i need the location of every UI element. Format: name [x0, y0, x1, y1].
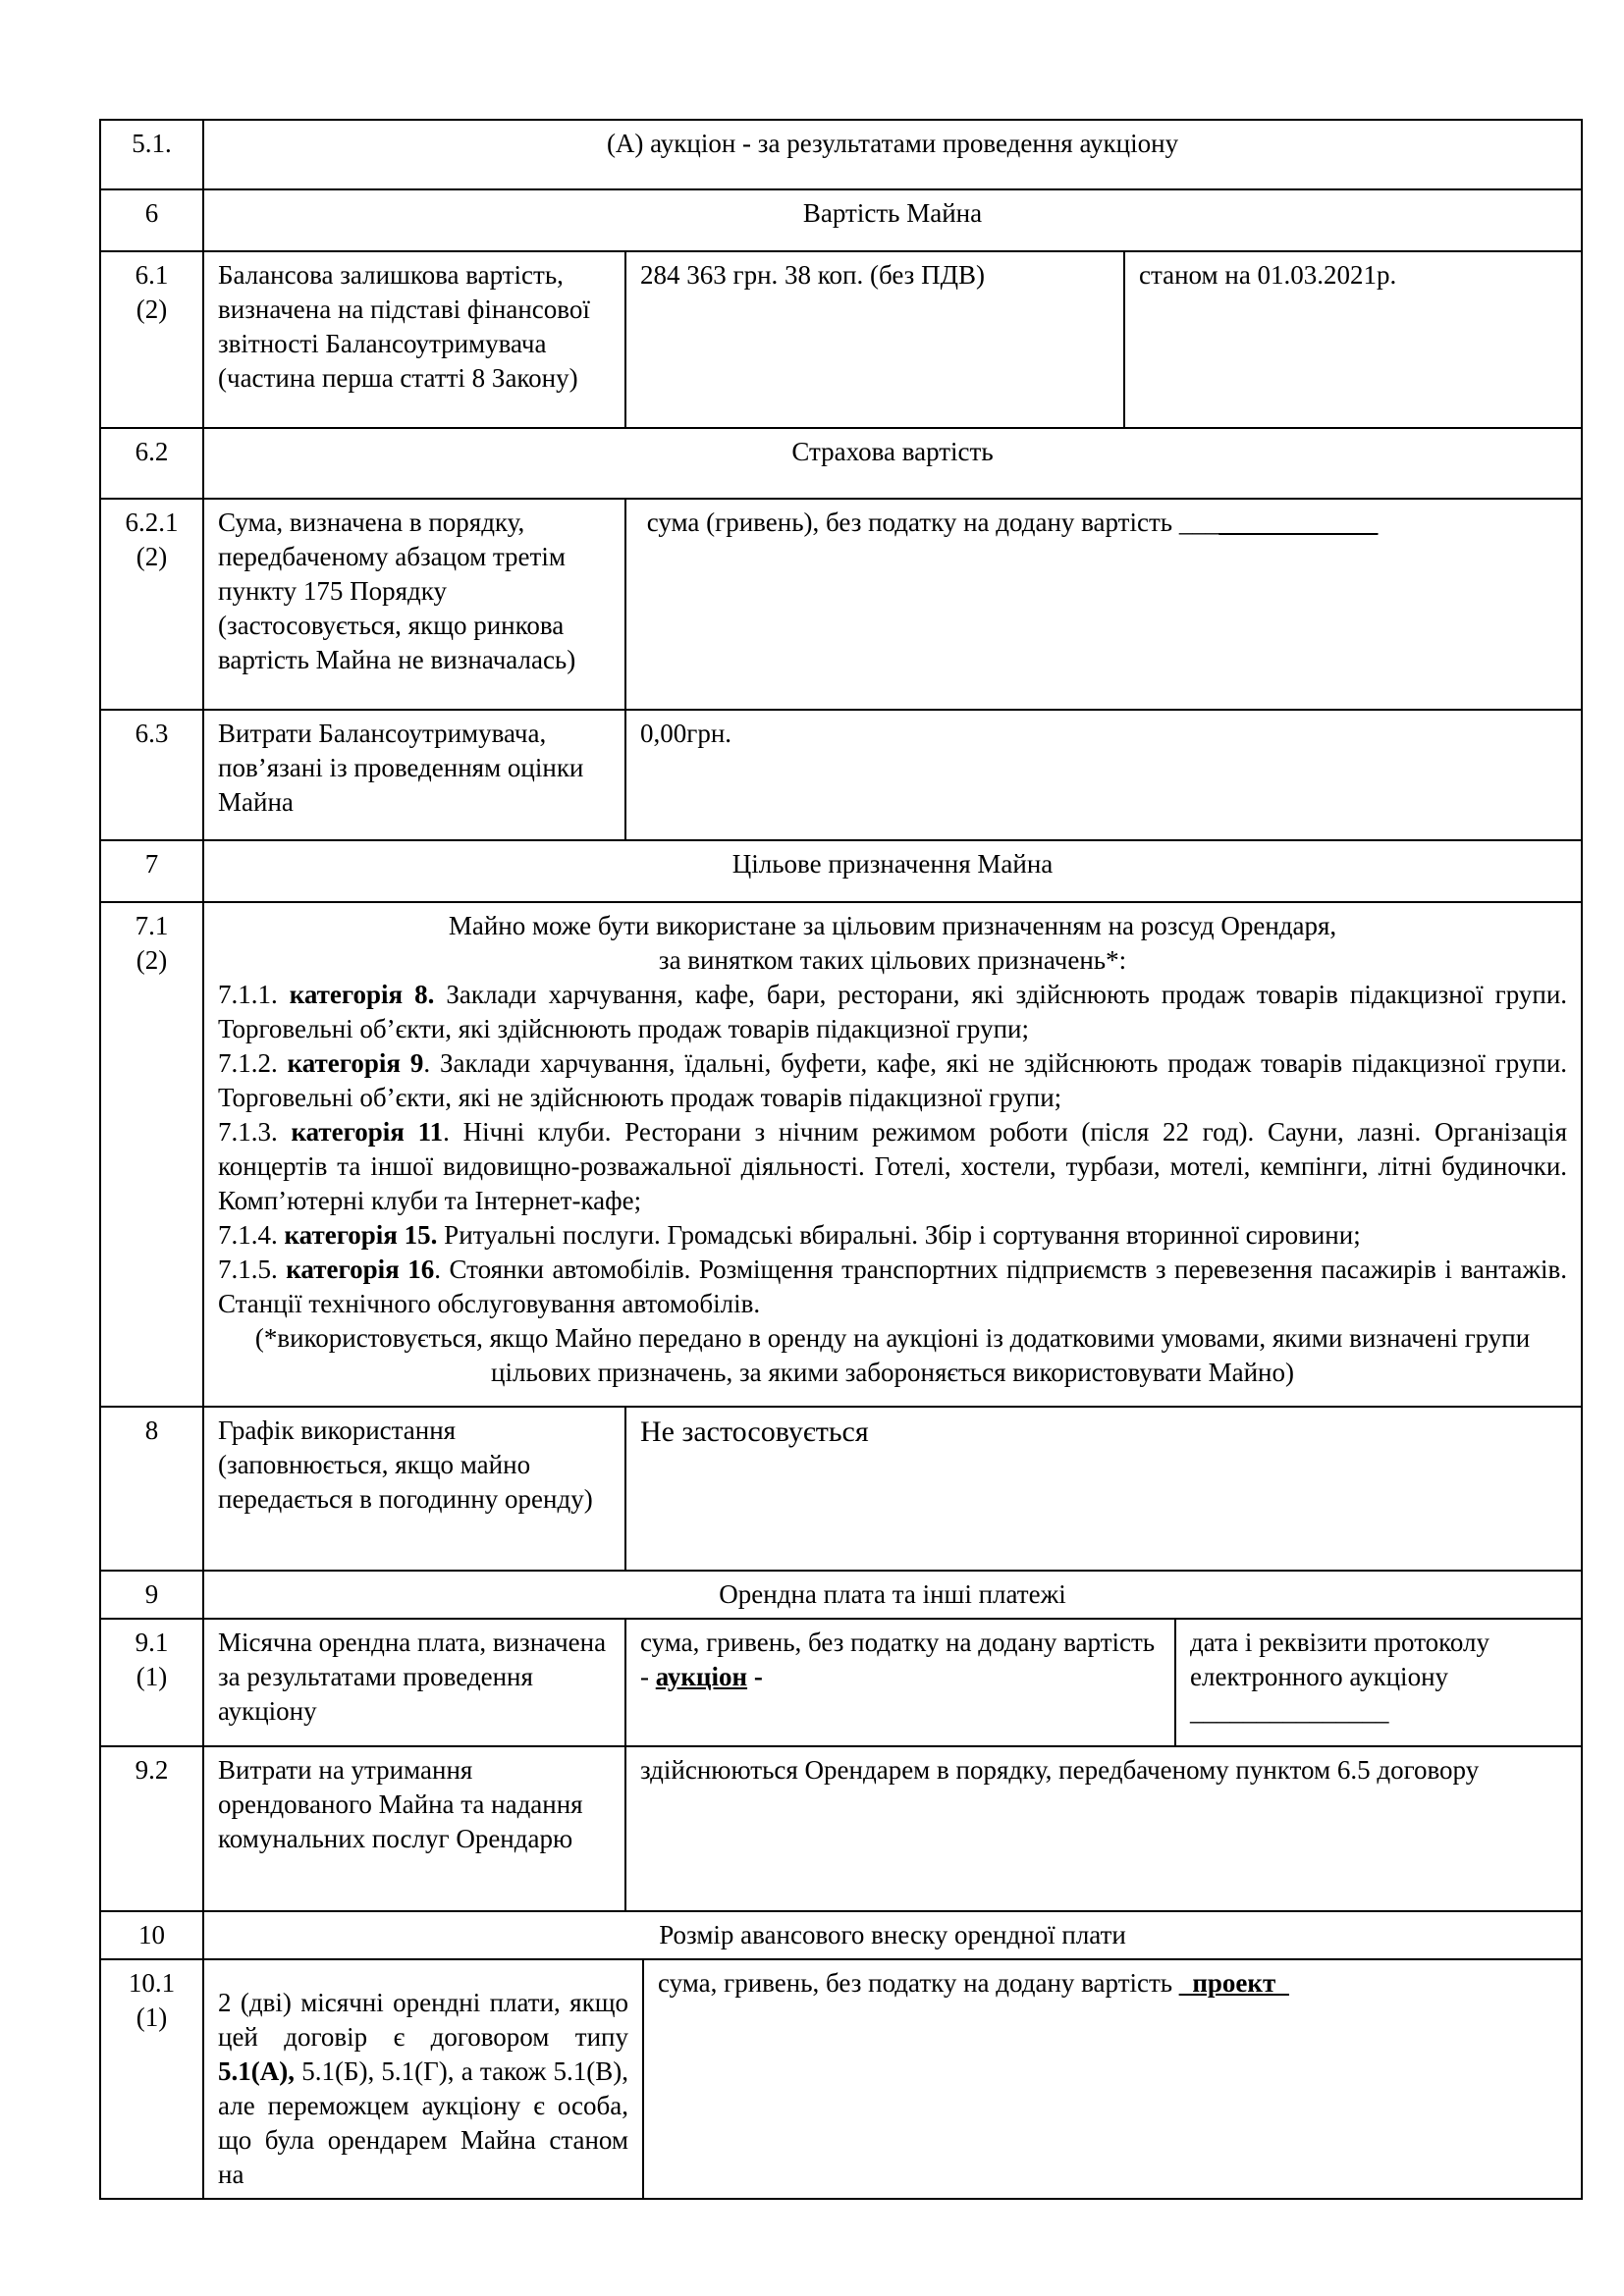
maintenance-costs-label: Витрати на утримання орендованого Майна та надання комунальних послуг Орендарю: [203, 1746, 625, 1911]
row-number: 9.2: [100, 1746, 203, 1911]
use-exception-item: 7.1.2. категорія 9. Заклади харчування, їдальні, буфети, кафе, які не здійснюють продаж товарів підакцизної групи. Торговельні об’єкти, які не здійснюють продаж товарів підакцизної групи;: [218, 1048, 1568, 1112]
auction-type-text: (А) аукціон - за результатами проведення аукціону: [203, 120, 1582, 189]
monthly-rent-amount: сума, гривень, без податку на додану вартість - аукціон -: [625, 1619, 1175, 1746]
usage-schedule-value: Не застосовується: [625, 1407, 1582, 1571]
section-title: Розмір авансового внеску орендної плати: [203, 1911, 1582, 1959]
row-number: 6.1 (2): [100, 251, 203, 428]
valuation-costs-label: Витрати Балансоутримувача, пов’язані із проведенням оцінки Майна: [203, 710, 625, 840]
advance-payment-label: 2 (дві) місячні орендні плати, якщо цей договір є договором типу 5.1(А), 5.1(Б), 5.1(Г), а також 5.1(В), але переможцем аукціону є особа, що була орендарем Майна станом на: [203, 1959, 643, 2199]
advance-payment-amount: сума, гривень, без податку на додану вартість _проект_: [643, 1959, 1582, 2199]
row-number: 8: [100, 1407, 203, 1571]
row-8: [100, 1407, 1582, 1571]
row-number: 6: [100, 189, 203, 251]
insured-value-label: Сума, визначена в порядку, передбаченому абзацом третім пункту 175 Порядку (застосовується, якщо ринкова вартість Майна не визначалась): [203, 499, 625, 710]
section-title: Страхова вартість: [203, 428, 1582, 499]
row-number: 6.3: [100, 710, 203, 840]
book-value-label: Балансова залишкова вартість, визначена на підставі фінансової звітності Балансоутримувача (частина перша статті 8 Закону): [203, 251, 625, 428]
permitted-use-text: Майно може бути використане за цільовим призначенням на розсуд Орендаря, за винятком таких цільових призначень*: 7.1.1. категорія 8. Заклади харчування, кафе, бари, ресторани, які здійснюють продаж товарів підакцизної групи. Торговельні об’єкти, які здійснюють продаж товарів підакцизної групи; 7.1.2. категорія 9. Заклади харчування, їдальні, буфети, кафе, які не здійснюють продаж товарів підакцизної групи. Торговельні об’єкти, які не здійснюють продаж товарів підакцизної групи; 7.1.3. категорія 11. Нічні клуби. Ресторани з нічним режимом роботи (після 22 год). Сауни, лазні. Організація концертів та іншої видовищно-розважальної діяльності. Готелі, хостели, турбази, мотелі, кемпінги, літні будиночки. Комп’ютерні клуби та Інтернет-кафе; 7.1.4. категорія 15. Ритуальні послуги. Громадські вбиральні. Збір і сортування вторинної сировини; 7.1.5. категорія 16. Стоянки автомобілів. Розміщення транспортних підприємств з перевезення пасажирів і вантажів. Станції технічного обслуговування автомобілів. (*використовується, якщо Майно передано в оренду на аукціоні із додатковими умовами, якими визначені групи цільових призначень, за якими забороняється використовувати Майно): [203, 902, 1582, 1407]
row-number: 7: [100, 840, 203, 902]
lease-terms-table: [99, 119, 1583, 2200]
row-number: 9: [100, 1571, 203, 1619]
maintenance-costs-terms: здійснюються Орендарем в порядку, передбаченому пунктом 6.5 договору: [625, 1746, 1582, 1911]
row-9: [100, 1571, 1582, 1619]
use-exception-note: (*використовується, якщо Майно передано в оренду на аукціоні із додатковими умовами, якими визначені групи цільових призначень, за якими забороняється використовувати Майно): [254, 1323, 1531, 1387]
use-exception-item: 7.1.3. категорія 11. Нічні клуби. Ресторани з нічним режимом роботи (після 22 год). Сауни, лазні. Організація концертів та іншої видовищно-розважальної діяльності. Готелі, хостели, турбази, мотелі, кемпінги, літні будиночки. Комп’ютерні клуби та Інтернет-кафе;: [218, 1117, 1568, 1215]
section-title: Вартість Майна: [203, 189, 1582, 251]
row-9-2: [100, 1746, 1582, 1911]
section-title: Цільове призначення Майна: [203, 840, 1582, 902]
valuation-costs-amount: 0,00грн.: [625, 710, 1582, 840]
auction-protocol-details: дата і реквізити протоколу електронного аукціону _______________: [1175, 1619, 1582, 1746]
row-6-1: [100, 251, 1582, 428]
section-title: Орендна плата та інші платежі: [203, 1571, 1582, 1619]
row-10-1: [100, 1959, 1582, 2199]
row-9-1: [100, 1619, 1582, 1746]
row-number: 10.1 (1): [100, 1959, 203, 2199]
row-10: [100, 1911, 1582, 1959]
book-value-date: станом на 01.03.2021р.: [1124, 251, 1582, 428]
row-number: 9.1 (1): [100, 1619, 203, 1746]
row-number: 10: [100, 1911, 203, 1959]
row-7: [100, 840, 1582, 902]
insured-value-amount: сума (гривень), без податку на додану вартість _______________: [625, 499, 1582, 710]
row-6: [100, 189, 1582, 251]
use-exception-item: 7.1.1. категорія 8. Заклади харчування, кафе, бари, ресторани, які здійснюють продаж товарів підакцизної групи. Торговельні об’єкти, які здійснюють продаж товарів підакцизної групи;: [218, 980, 1568, 1043]
row-number: 6.2.1 (2): [100, 499, 203, 710]
use-exception-item: 7.1.4. категорія 15. Ритуальні послуги. Громадські вбиральні. Збір і сортування вторинної сировини;: [218, 1220, 1361, 1250]
row-5-1: [100, 120, 1582, 189]
row-6-3: [100, 710, 1582, 840]
row-6-2: [100, 428, 1582, 499]
row-number: 7.1 (2): [100, 902, 203, 1407]
row-number: 5.1.: [100, 120, 203, 189]
row-6-2-1: [100, 499, 1582, 710]
row-7-1: [100, 902, 1582, 1407]
monthly-rent-label: Місячна орендна плата, визначена за результатами проведення аукціону: [203, 1619, 625, 1746]
book-value-amount: 284 363 грн. 38 коп. (без ПДВ): [625, 251, 1124, 428]
usage-schedule-label: Графік використання (заповнюється, якщо майно передається в погодинну оренду): [203, 1407, 625, 1571]
use-exception-item: 7.1.5. категорія 16. Стоянки автомобілів. Розміщення транспортних підприємств з перевезення пасажирів і вантажів. Станції технічного обслуговування автомобілів.: [218, 1255, 1568, 1318]
row-number: 6.2: [100, 428, 203, 499]
